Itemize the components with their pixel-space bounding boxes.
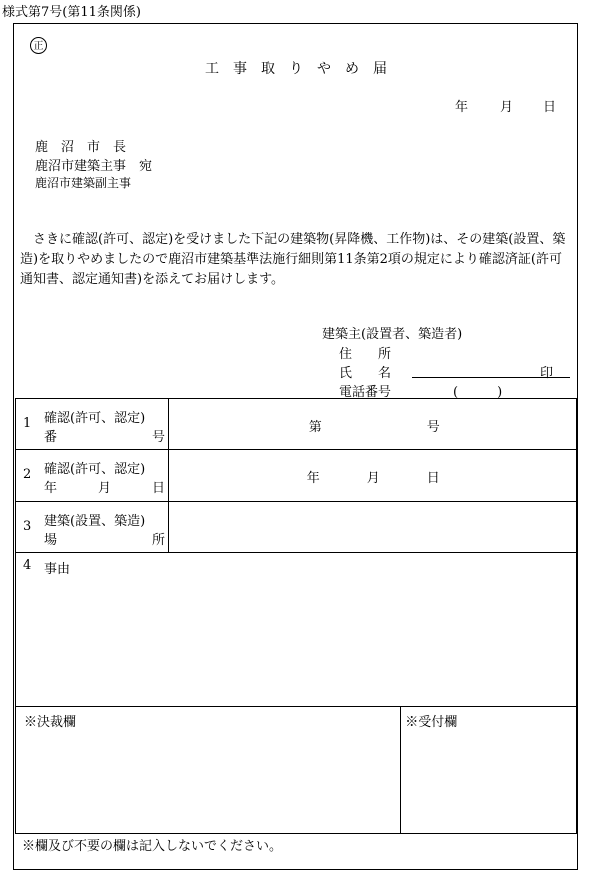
row2-value-field[interactable] [168, 450, 576, 502]
applicant-phone-field[interactable]: ( ) [453, 385, 503, 400]
row2-label-line1: 確認(許可、認定) [44, 462, 146, 477]
decision-field[interactable] [16, 707, 401, 834]
date-month-label: 月 [500, 100, 514, 115]
row2-label-month: 月 [98, 481, 112, 496]
form-table [15, 398, 577, 834]
table-row-office-use [16, 707, 577, 834]
date-year-label: 年 [455, 100, 469, 115]
row3-value-field[interactable] [168, 502, 576, 553]
row3-label-line2-b: 所 [152, 533, 166, 548]
row3-number: 3 [23, 519, 32, 534]
table-row-confirmation-number [16, 399, 577, 450]
row2-value-year: 年 [306, 471, 320, 486]
decision-label: ※決裁欄 [24, 715, 77, 730]
applicant-heading: 建築主(設置者、築造者) [322, 327, 463, 342]
applicant-address-label: 住 所 [339, 347, 392, 362]
table-row-reason [16, 553, 577, 707]
row2-value-day: 日 [426, 471, 440, 486]
row4-reason-field[interactable] [16, 553, 577, 707]
reception-field[interactable] [401, 707, 577, 834]
row1-label-line1: 確認(許可、認定) [44, 411, 146, 426]
row1-value-field[interactable] [168, 399, 576, 450]
applicant-name-label: 氏 名 [339, 366, 392, 381]
addressee-deputy-official: 鹿沼市建築副主事 [35, 176, 132, 190]
row1-number: 1 [23, 416, 32, 431]
date-day-label: 日 [543, 100, 557, 115]
notice-body-text: さきに確認(許可、認定)を受けました下記の建築物(昇降機、工作物)は、その建築(設置、築造)を取りやめましたので鹿沼市建築基準法施行細則第11条第2項の規定により確認済証(許可通知書、認定通知書)を添えてお届けします。 [20, 232, 566, 287]
addressee-building-official: 鹿沼市建築主事 宛 [35, 159, 153, 174]
addressee-mayor: 鹿 沼 市 長 [35, 140, 127, 155]
row3-label-line2-a: 場 [44, 533, 58, 548]
reception-label: ※受付欄 [405, 715, 458, 730]
form-number-label: 様式第7号(第11条関係) [2, 5, 141, 20]
row1-label-cell [16, 399, 169, 450]
row1-value-prefix: 第 [308, 420, 322, 435]
row3-label-cell [16, 502, 169, 553]
row1-value-suffix: 号 [426, 420, 440, 435]
row4-label: 事由 [44, 562, 71, 577]
applicant-seal-mark: 印 [540, 366, 554, 381]
row2-label-day: 日 [152, 481, 166, 496]
row4-number: 4 [23, 558, 32, 573]
row2-label-cell [16, 450, 169, 502]
seal-mark-icon: 正 [30, 37, 47, 54]
row2-label-year: 年 [44, 481, 58, 496]
row1-label-line2-b: 号 [152, 430, 166, 445]
row1-label-line2-a: 番 [44, 430, 58, 445]
row2-number: 2 [23, 467, 32, 482]
row3-label-line1: 建築(設置、築造) [44, 514, 146, 529]
table-row-confirmation-date [16, 450, 577, 502]
footnote: ※欄及び不要の欄は記入しないでください。 [22, 839, 283, 854]
row2-value-month: 月 [366, 471, 380, 486]
applicant-phone-label: 電話番号 [339, 385, 392, 400]
form-title: 工事取りやめ届 [205, 61, 401, 77]
table-row-location [16, 502, 577, 553]
